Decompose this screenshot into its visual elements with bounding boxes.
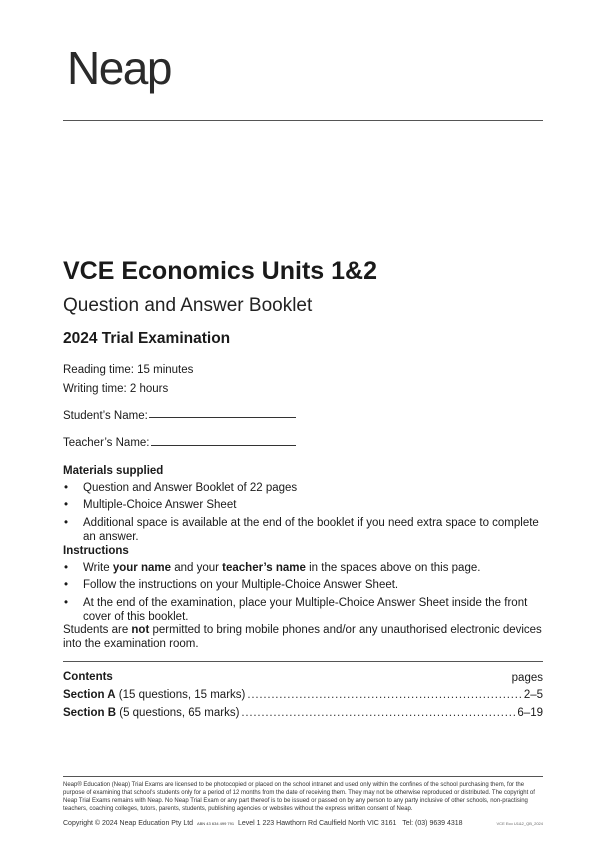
license-disclaimer: Neap® Education (Neap) Trial Exams are licensed to be photocopied or placed on the school intranet and used only within the confines of the school purchasing them, for the purpose of examining that school’s students only for a period of 12 months from the date of receiving them. They may not be otherwise reproduced or distributed. The copyright of Neap Trial Exams remains with Neap. No Neap Trial Exam or any part thereof is to be issued or passed on by any person to any party inclusive of other schools, non-practising teachers, coaching colleges, tutors, parents, students, publishing agencies or websites without the express written consent of Neap. <box>63 782 535 813</box>
reading-time: Reading time: 15 minutes <box>63 364 194 376</box>
instructions-heading: Instructions <box>63 545 129 557</box>
list-item: • Additional space is available at the end of the booklet if you need extra space to complete an answer. <box>63 516 543 545</box>
contents-heading: Contents <box>63 671 113 683</box>
disclaimer-rule <box>63 776 543 777</box>
booklet-title: VCE Economics Units 1&2 <box>63 257 377 285</box>
pages-label: pages <box>511 672 543 684</box>
contents-row-section-b: Section B (5 questions, 65 marks) . . . 6–19 <box>63 707 543 719</box>
booklet-subtitle: Question and Answer Booklet <box>63 295 313 316</box>
list-item: • Follow the instructions on your Multiple-Choice Answer Sheet. <box>63 578 543 592</box>
list-item: • Multiple-Choice Answer Sheet <box>63 498 543 512</box>
list-item: • At the end of the examination, place your Multiple-Choice Answer Sheet inside the front cover of this booklet. <box>63 596 543 625</box>
materials-list <box>63 481 543 548</box>
student-name-field[interactable] <box>149 417 296 418</box>
neap-logo: Neap <box>67 42 171 94</box>
writing-time: Writing time: 2 hours <box>63 383 169 395</box>
exam-year: 2024 Trial Examination <box>63 330 231 347</box>
list-item: • Write your name and your teacher’s name in the spaces above on this page. <box>63 561 543 575</box>
materials-heading: Materials supplied <box>63 465 164 477</box>
instructions-list <box>63 561 543 628</box>
device-notice: Students are not permitted to bring mobile phones and/or any unauthorised electronic devices into the examination room. <box>63 624 542 651</box>
contents-row-section-a: Section A (15 questions, 15 marks) . . . 2–5 <box>63 689 543 701</box>
contents-rule <box>63 661 543 662</box>
list-item: • Question and Answer Booklet of 22 pages <box>63 481 543 495</box>
page-footer: Copyright © 2024 Neap Education Pty Ltd ABN 43 634 499 791 Level 1 223 Hawthorn Rd Caulfield North VIC 3161 Tel: (03) 9639 4318 VCE Eco U1&2_QB_2024 <box>63 820 543 827</box>
teacher-name-label: Teacher’s Name: <box>63 437 150 449</box>
dot-leader <box>247 689 521 701</box>
teacher-name-field[interactable] <box>151 445 296 446</box>
dot-leader <box>241 707 515 719</box>
booklet-code: VCE Eco U1&2_QB_2024 <box>496 821 543 826</box>
header-rule <box>63 120 543 121</box>
student-name-label: Student’s Name: <box>63 410 148 422</box>
